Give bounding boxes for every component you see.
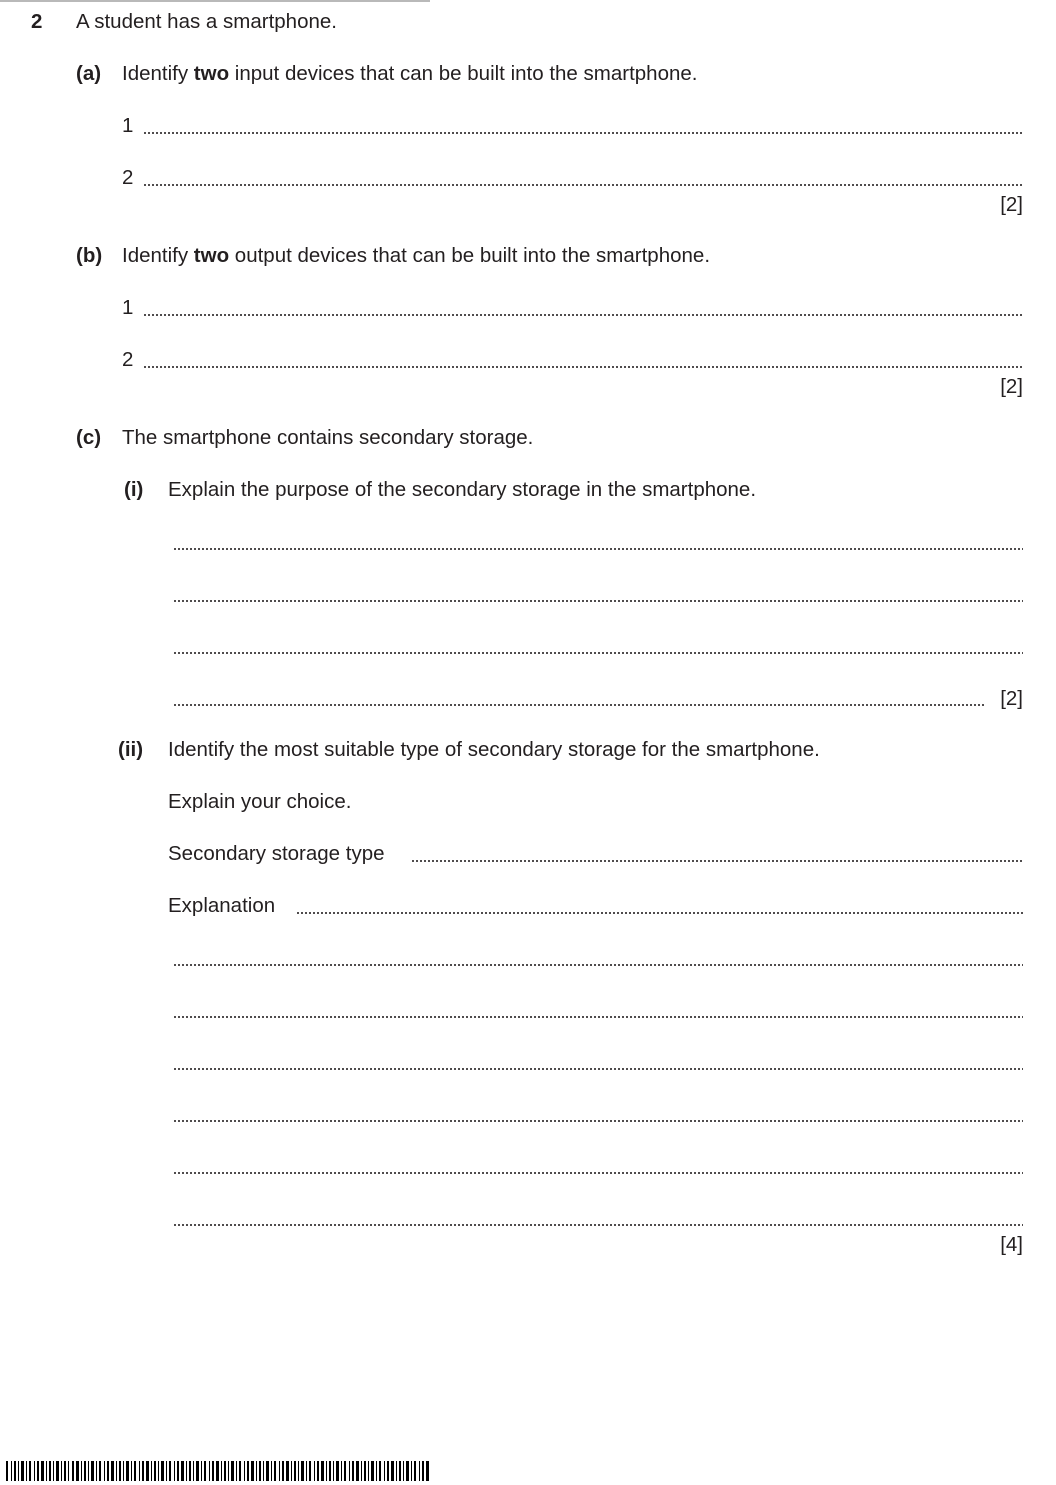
part-c-i-label: (i) <box>124 478 144 501</box>
part-b-text <box>122 244 710 268</box>
part-c-i-text: Explain the purpose of the secondary storage in the smartphone. <box>168 478 757 501</box>
part-b-line-number-1: 1 <box>122 296 134 319</box>
part-b-label: (b) <box>76 244 103 267</box>
part-b-marks: [2] <box>1000 375 1023 398</box>
explanation-answer-line-7[interactable] <box>173 1224 1023 1226</box>
explanation-answer-line-4[interactable] <box>173 1068 1023 1070</box>
part-b-answer-line-2[interactable] <box>143 366 1023 368</box>
part-a-label: (a) <box>76 62 102 85</box>
explanation-answer-line-5[interactable] <box>173 1120 1023 1122</box>
part-a-line-number-2: 2 <box>122 166 134 189</box>
part-c-i-marks: [2] <box>1000 687 1023 710</box>
part-b-text-pre: Identify <box>122 244 194 267</box>
explanation-answer-line-2[interactable] <box>173 964 1023 966</box>
question-number: 2 <box>31 10 43 33</box>
part-c-ii-text: Identify the most suitable type of secondary storage for the smartphone. <box>168 738 820 761</box>
part-c-ii-label: (ii) <box>118 738 144 761</box>
part-a-text-bold: two <box>193 62 230 85</box>
part-c-label: (c) <box>76 426 102 449</box>
part-c-i-answer-line-1[interactable] <box>173 548 1023 550</box>
barcode <box>6 1461 430 1481</box>
part-c-ii-instruction: Explain your choice. <box>168 790 352 813</box>
part-c-i-answer-line-3[interactable] <box>173 652 1023 654</box>
part-a-answer-line-1[interactable] <box>143 132 1023 134</box>
part-b-text-post: output devices that can be built into the smartphone. <box>229 244 711 267</box>
part-a-text <box>122 62 697 86</box>
part-a-text-pre: Identify <box>122 62 194 85</box>
part-a-line-number-1: 1 <box>122 114 134 137</box>
part-c-i-answer-line-4[interactable] <box>173 704 985 706</box>
part-a-text-post: input devices that can be built into the smartphone. <box>229 62 698 85</box>
explanation-answer-line-6[interactable] <box>173 1172 1023 1174</box>
part-b-text-bold: two <box>193 244 230 267</box>
storage-type-label: Secondary storage type <box>168 842 385 865</box>
part-c-text: The smartphone contains secondary storage. <box>122 426 534 449</box>
part-b-line-number-2: 2 <box>122 348 134 371</box>
part-b-answer-line-1[interactable] <box>143 314 1023 316</box>
explanation-answer-line-1[interactable] <box>296 912 1023 914</box>
part-c-ii-marks: [4] <box>1000 1233 1023 1256</box>
header-bar-artifact <box>0 0 430 3</box>
part-c-i-answer-line-2[interactable] <box>173 600 1023 602</box>
question-stem: A student has a smartphone. <box>76 10 337 33</box>
storage-type-answer-line[interactable] <box>411 860 1023 862</box>
explanation-label: Explanation <box>168 894 276 917</box>
part-a-answer-line-2[interactable] <box>143 184 1023 186</box>
part-a-marks: [2] <box>1000 193 1023 216</box>
explanation-answer-line-3[interactable] <box>173 1016 1023 1018</box>
